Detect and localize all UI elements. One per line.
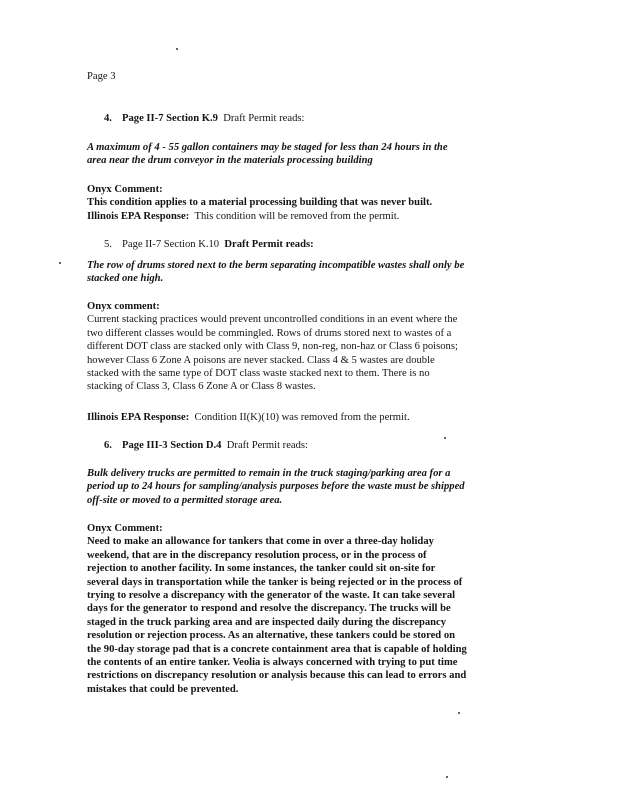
item-6-comment: Onyx Comment: Need to make an allowance for tankers that come in over a three-day holiday weekend, that are in the discrepancy resolution process, or in the process of rejection to another facility. In some instances, the tanker could sit on-site for several days in transportation while the tanker is being rejected or in the process of trying to resolve a discrepancy with the generator of the waste. It can take several days for the generator to respond and resolve the discrepancy. The trucks will be staged in the truck parking area and are inspected daily during the discrepancy resolution or rejection process. As an alternative, these tankers could be stored on the 90-day storage pad that is a concrete containment area that is capable of holding the contents of an entire tanker. Veolia is always concerned with trying to put time restrictions on discrepancy resolution or analysis because this can lead to errors and mistakes that could be prevented. — [87, 522, 519, 696]
scan-speck — [59, 262, 61, 264]
item-4-comment: Onyx Comment: This condition applies to a material processing building that was never built. Illinois EPA Response: This condition will be removed from the permit. — [87, 183, 519, 223]
item-6-quote: Bulk delivery trucks are permitted to remain in the truck staging/parking area for a period up to 24 hours for sampling/analysis purposes before the waste must be shipped off-site or moved to a permitted storage area. — [87, 468, 465, 506]
comment-title: Onyx Comment: — [87, 523, 163, 534]
item-5-heading: 5. Page II-7 Section K.10 Draft Permit reads: — [104, 239, 314, 250]
comment-title: Onyx Comment: — [87, 184, 163, 195]
item-5-comment: Onyx comment: Current stacking practices would prevent uncontrolled conditions in an event where the two different classes would be commingled. Rows of drums stored next to wastes of a different DOT class are stacked only with Class 9, non-reg, non-haz or Class 6 poisons; however Class 6 Zone A poisons are never stacked. Class 4 & 5 wastes are double stacked with the same type of DOT class waste stacked next to them. There is no stacking of Class 3, Class 6 Zone A or Class 8 wastes. — [87, 300, 519, 394]
scan-speck — [176, 48, 178, 50]
comment-title: Onyx comment: — [87, 301, 160, 312]
scan-speck — [446, 776, 448, 778]
item-5-epa-response: Illinois EPA Response: Condition II(K)(10) was removed from the permit. — [87, 412, 410, 423]
item-4-heading: 4. Page II-7 Section K.9 Draft Permit reads: — [104, 113, 305, 124]
scan-speck — [458, 712, 460, 714]
page-number: Page 3 — [87, 71, 116, 82]
scan-speck — [444, 437, 446, 439]
epa-response: Illinois EPA Response: This condition will be removed from the permit. — [87, 210, 400, 222]
item-6-heading: 6. Page III-3 Section D.4 Draft Permit reads: — [104, 440, 308, 451]
item-5-quote: The row of drums stored next to the berm separating incompatible wastes shall only be stacked one high. — [87, 260, 465, 285]
item-4-quote: A maximum of 4 - 55 gallon containers may be staged for less than 24 hours in the area near the drum conveyor in the materials processing building — [87, 142, 448, 167]
